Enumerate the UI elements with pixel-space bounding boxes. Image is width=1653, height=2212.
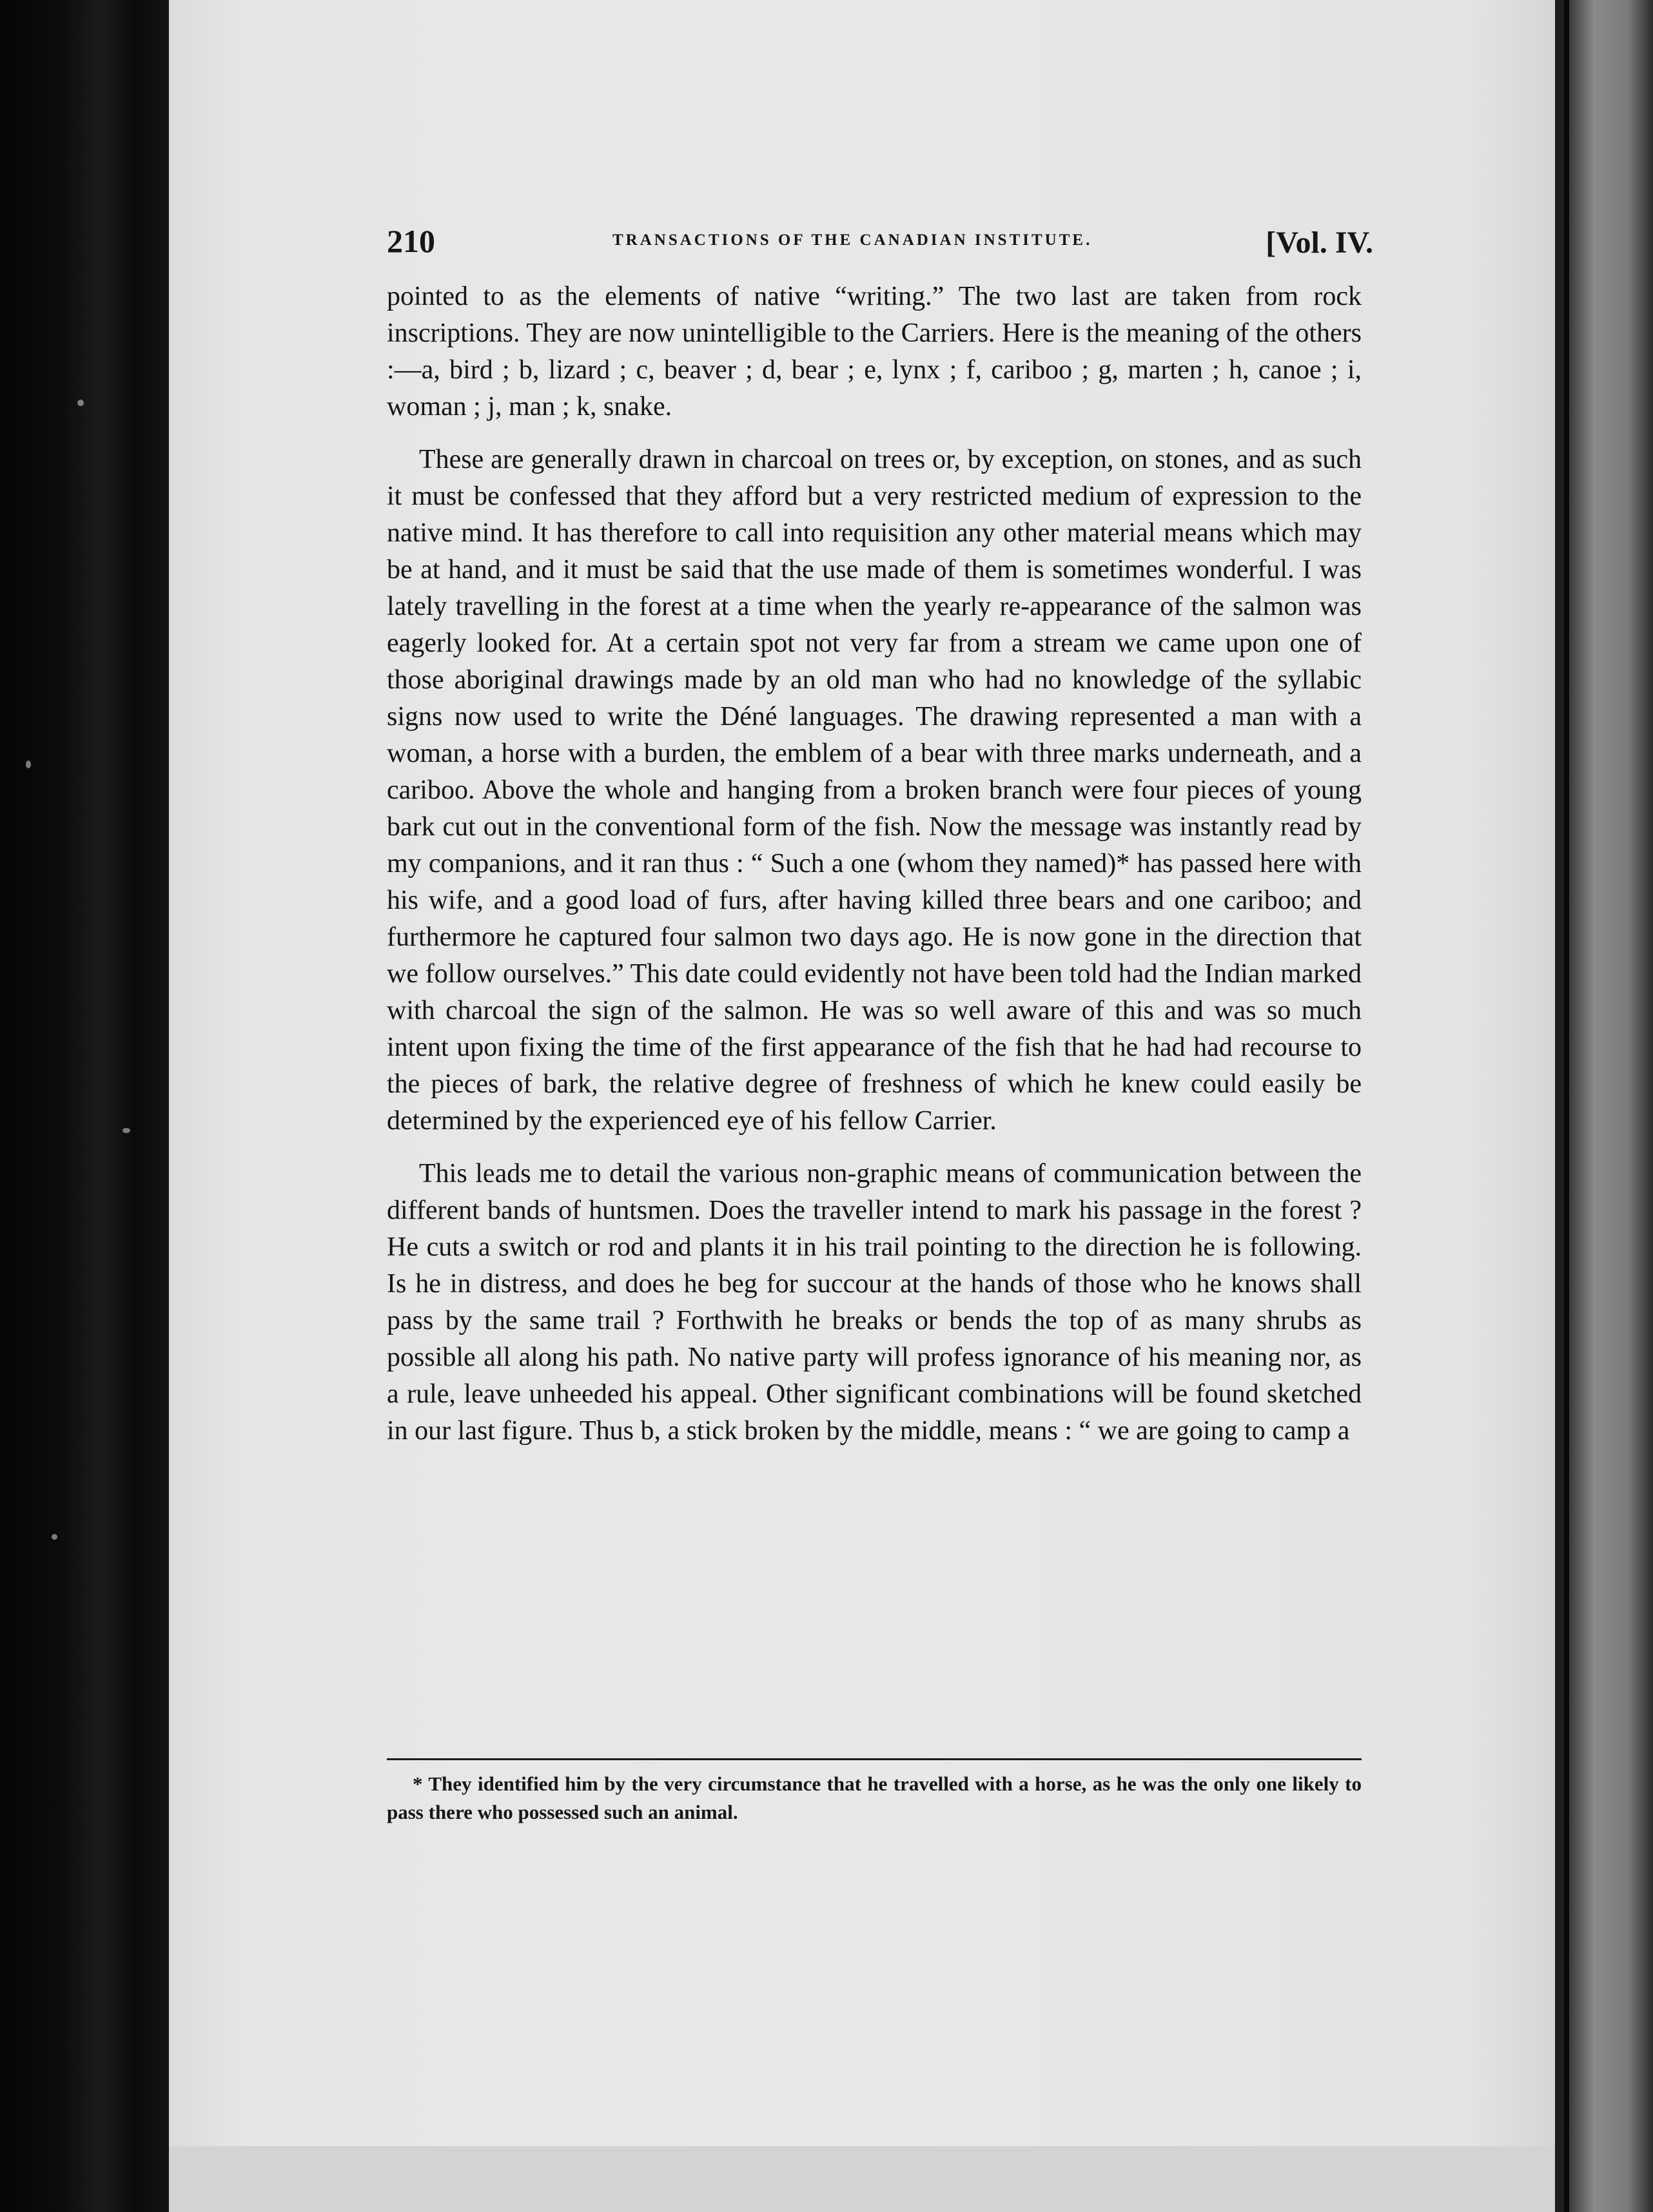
page-bottom-band	[169, 2146, 1555, 2212]
body-text	[387, 278, 1362, 1450]
page-number: 210	[387, 223, 435, 259]
running-head	[387, 222, 1373, 267]
paragraph-1: pointed to as the elements of native “writing.” The two last are taken from rock inscriptions. They are now unintelligible to the Carriers. Here is the meaning of the others :—a, bird ; b, lizard ; c, beaver ; d, bear ; e, lynx ; f, cariboo ; g, marten ; h, canoe ; i, woman ; j, man ; k, snake.	[387, 282, 1362, 422]
running-title: TRANSACTIONS OF THE CANADIAN INSTITUTE.	[612, 231, 1093, 249]
dust-speck	[122, 1128, 130, 1133]
volume-label: [Vol. IV.	[1266, 226, 1373, 260]
next-page-sliver	[1569, 0, 1653, 2212]
dark-scan-margin-left	[0, 0, 169, 2212]
page-edge-shadow	[1555, 0, 1564, 2212]
dust-speck	[77, 400, 84, 406]
dust-speck	[26, 761, 31, 768]
footnote: * They identified him by the very circumstance that he travelled with a horse, as he was the only one likely to pass there who possessed such an animal.	[387, 1772, 1362, 1823]
dark-scan-margin-right	[1555, 0, 1653, 2212]
footnote-rule	[387, 1758, 1362, 1760]
paragraph-2: These are generally drawn in charcoal on trees or, by exception, on stones, and as such it must be confessed that they afford but a very restricted medium of expression to the native mind. It has therefore to call into requisition any other material means which may be at hand, and it must be said that the use made of them is sometimes wonderful. I was lately travelling in the forest at a time when the yearly re-appearance of the salmon was eagerly looked for. At a certain spot not very far from a stream we came upon one of those aboriginal drawings made by an old man who had no knowledge of the syllabic signs now used to write the Déné languages. The drawing represented a man with a woman, a horse with a burden, the emblem of a bear with three marks underneath, and a cariboo. Above the whole and hanging from a broken branch were four pieces of young bark cut out in the conventional form of the fish. Now the message was instantly read by my companions, and it ran thus : “ Such a one (whom they named)* has passed here with his wife, and a good load of furs, after having killed three bears and one cariboo; and furthermore he captured four salmon two days ago. He is now gone in the direction that we follow ourselves.” This date could evidently not have been told had the Indian marked with charcoal the sign of the salmon. He was so well aware of this and was so much intent upon fixing the time of the first appearance of the fish that he had had recourse to the pieces of bark, the relative degree of freshness of which he knew could easily be determined by the experienced eye of his fellow Carrier.	[387, 445, 1362, 1136]
dust-speck	[52, 1534, 57, 1540]
paragraph-3: This leads me to detail the various non-graphic means of communication between the different bands of huntsmen. Does the traveller intend to mark his passage in the forest ? He cuts a switch or rod and plants it in his trail pointing to the direction he is following. Is he in distress, and does he beg for succour at the hands of those who he knows shall pass by the same trail ? Forthwith he breaks or bends the top of as many shrubs as possible all along his path. No native party will profess ignorance of his meaning nor, as a rule, leave unheeded his appeal. Other significant combinations will be found sketched in our last figure. Thus b, a stick broken by the middle, means : “ we are going to camp a	[387, 1159, 1362, 1446]
